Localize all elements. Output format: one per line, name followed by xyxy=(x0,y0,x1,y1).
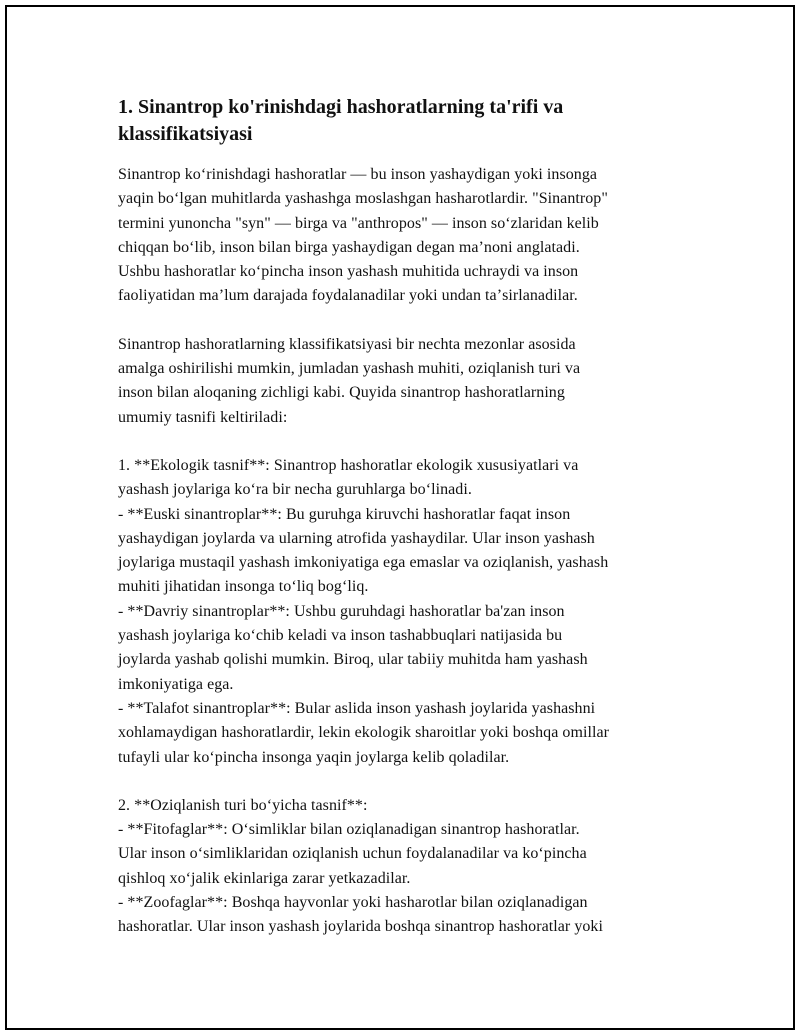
text-line: umumiy tasnifi keltiriladi: xyxy=(118,408,288,426)
text-line: muhiti jihatidan insonga toʻliq bogʻliq. xyxy=(118,578,369,596)
text-line: imkoniyatiga ega. xyxy=(118,675,234,693)
paragraph-gap xyxy=(118,770,678,794)
text-line: qishloq xoʻjalik ekinlariga zarar yetkazadilar. xyxy=(118,869,411,887)
text-line: yashash joylariga koʻra bir necha guruhlarga boʻlinadi. xyxy=(118,481,472,499)
paragraph-gap xyxy=(118,430,678,454)
title-line-1: 1. Sinantrop ko'rinishdagi hashoratlarning ta'rifi va xyxy=(118,96,564,118)
section-title xyxy=(118,94,678,148)
text-line: termini yunoncha "syn" — birga va "anthropos" — inson soʻzlaridan kelib xyxy=(118,214,599,232)
document-body xyxy=(118,94,678,940)
text-line: Sinantrop koʻrinishdagi hashoratlar — bu inson yashaydigan yoki insonga xyxy=(118,166,598,183)
text-line: inson bilan aloqaning zichligi kabi. Quyida sinantrop hashoratlarning xyxy=(118,384,565,402)
body-text xyxy=(118,163,678,940)
text-line: - **Euski sinantroplar**: Bu guruhga kiruvchi hashoratlar faqat inson xyxy=(118,505,571,523)
text-line: - **Fitofaglar**: Oʻsimliklar bilan oziqlanadigan sinantrop hashoratlar. xyxy=(118,821,580,839)
text-line: xohlamaydigan hashoratlardir, lekin ekologik sharoitlar yoki boshqa omillar xyxy=(118,724,609,742)
title-line-2: klassifikatsiyasi xyxy=(118,123,253,145)
text-line: faoliyatidan maʼlum darajada foydalanadilar yoki undan taʼsirlanadilar. xyxy=(118,287,578,305)
text-line: yaqin boʻlgan muhitlarda yashashga moslashgan hasharotlardir. "Sinantrop" xyxy=(118,190,608,208)
text-line: Sinantrop hashoratlarning klassifikatsiyasi bir nechta mezonlar asosida xyxy=(118,335,576,353)
text-line: amalga oshirilishi mumkin, jumladan yashash muhiti, oziqlanish turi va xyxy=(118,360,581,378)
text-line: yashash joylariga koʻchib keladi va inson tashabbuqlari natijasida bu xyxy=(118,627,563,645)
text-line: hashoratlar. Ular inson yashash joylarida boshqa sinantrop hashoratlar yoki xyxy=(118,918,603,936)
text-line: 1. **Ekologik tasnif**: Sinantrop hashoratlar ekologik xususiyatlari va xyxy=(118,456,579,474)
text-line: Ushbu hashoratlar koʻpincha inson yashash muhitida uchraydi va inson xyxy=(118,263,579,281)
text-line: chiqqan boʻlib, inson bilan birga yashaydigan degan maʼnoni anglatadi. xyxy=(118,238,580,256)
text-line: tufayli ular koʻpincha insonga yaqin joylarga kelib qoladilar. xyxy=(118,748,510,766)
text-line: - **Zoofaglar**: Boshqa hayvonlar yoki hasharotlar bilan oziqlanadigan xyxy=(118,894,588,912)
text-line: joylariga mustaqil yashash imkoniyatiga ega emaslar va oziqlanish, yashash xyxy=(118,554,609,572)
paragraph-gap xyxy=(118,309,678,333)
text-line: - **Talafot sinantroplar**: Bular aslida inson yashash joylarida yashashni xyxy=(118,699,596,717)
text-line: 2. **Oziqlanish turi boʻyicha tasnif**: xyxy=(118,796,368,814)
text-line: yashaydigan joylarda va ularning atrofida yashaydilar. Ular inson yashash xyxy=(118,529,595,547)
text-line: Ular inson oʻsimliklaridan oziqlanish uchun foydalanadilar va koʻpincha xyxy=(118,845,587,863)
text-line: joylarda yashab qolishi mumkin. Biroq, ular tabiiy muhitda ham yashash xyxy=(118,651,588,669)
text-line: - **Davriy sinantroplar**: Ushbu guruhdagi hashoratlar ba'zan inson xyxy=(118,602,565,620)
